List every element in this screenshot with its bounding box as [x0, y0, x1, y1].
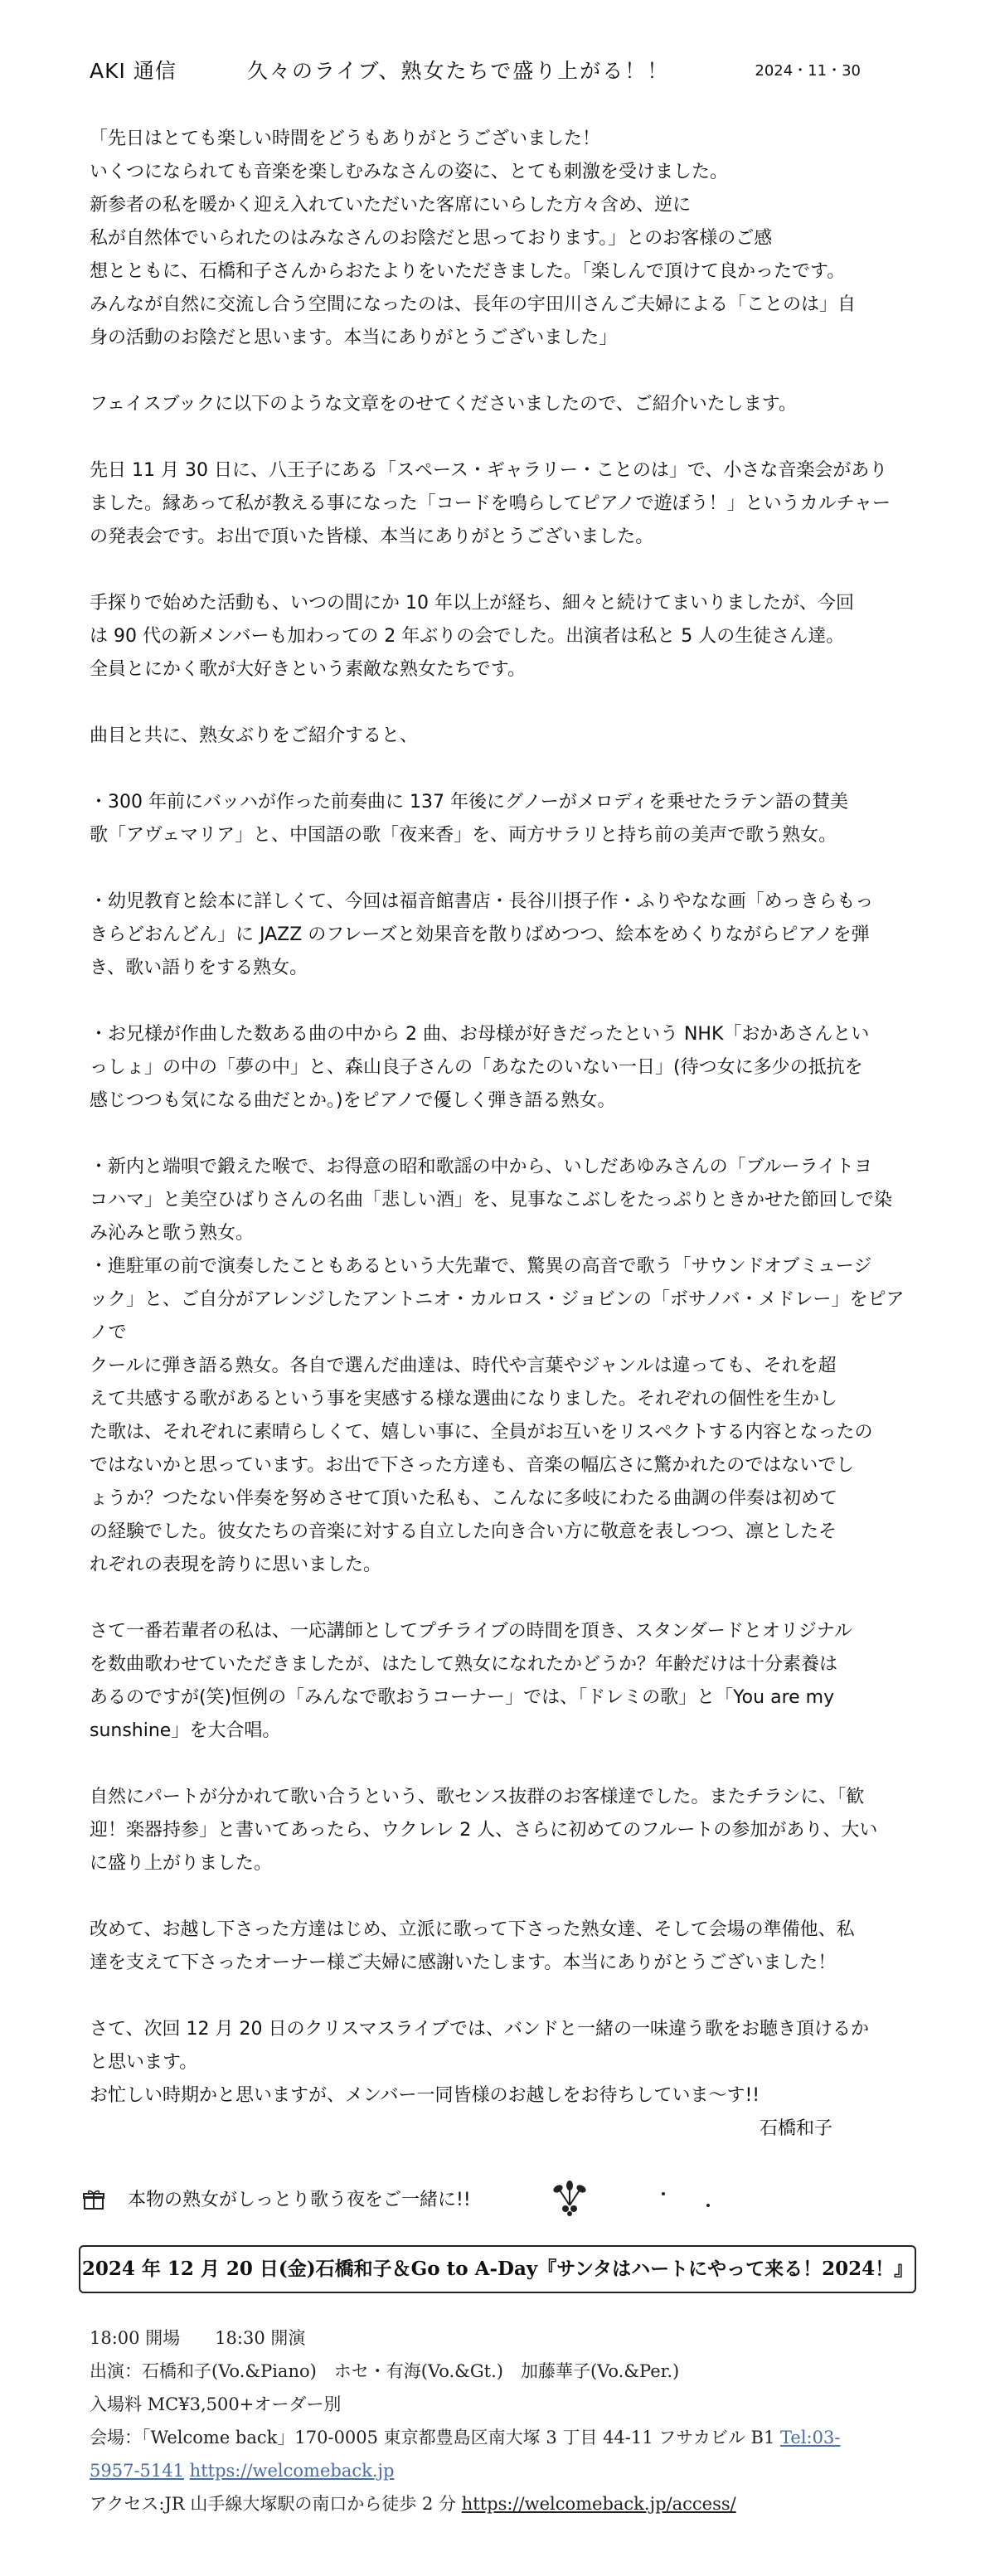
paragraph: ・お兄様が作曲した数ある曲の中から 2 曲、お母様が好きだったという NHK「おかあさんとい っしょ」の中の「夢の中」と、森山良子さんの「あなたのいない一日」(待つ女に多少の抵抗を 感じつつも気になる曲だとか。)をピアノで優しく弾き語る熟女。	[90, 1024, 870, 1111]
newsletter-name: AKI 通信	[90, 59, 177, 83]
event-venue	[90, 2421, 919, 2454]
flyer-tagline: 本物の熟女がしっとり歌う夜をご一緒に!!	[128, 2190, 471, 2210]
paragraph: 手探りで始めた活動も、いつの間にか 10 年以上が経ち、細々と続けてまいりましたが、今回 は 90 代の新メンバーも加わっての 2 年ぶりの会でした。出演者は私と 5 人の生徒さん達。 全員とにかく歌が大好きという素敵な熟女たちです。	[90, 593, 854, 680]
paragraph: ・幼児教育と絵本に詳しくて、今回は福音館書店・長谷川摂子作・ふりやなな画「めっきらもっ きらどおんどん」に JAZZ のフレーズと効果音を散りばめつつ、絵本をめくりながらピアノを弾 き、歌い語りをする熟女。	[90, 891, 874, 978]
signature: 石橋和子	[759, 2118, 832, 2139]
tel-link-cont[interactable]: 5957-5141	[90, 2461, 184, 2481]
website-link[interactable]: https://welcomeback.jp	[189, 2461, 395, 2481]
page-title: 久々のライブ、熟女たちで盛り上がる！！	[247, 59, 670, 83]
event-info	[90, 2321, 919, 2520]
event-banner: 2024 年 12 月 20 日(金)石橋和子＆Go to A-Day『サンタはハートにやって来る！2024！』	[79, 2245, 916, 2293]
issue-date: 2024・11・30	[755, 62, 861, 80]
gift-icon	[83, 2189, 104, 2210]
decor-dot	[706, 2204, 710, 2207]
event-fee: 入場料 MC¥3,500+オーダー別	[90, 2394, 342, 2414]
holly-icon	[547, 2181, 592, 2217]
paragraph: 自然にパートが分かれて歌い合うという、歌センス抜群のお客様達でした。またチラシに、「歓 迎！楽器持参」と書いてあったら、ウクレレ 2 人、さらに初めてのフルートの参加があり、大い に盛り上がりました。	[90, 1787, 878, 1874]
flyer-tagline-row	[83, 2185, 896, 2215]
paragraph: さて一番若輩者の私は、一応講師としてプチライブの時間を頂き、スタンダードとオリジナル を数曲歌わせていただきましたが、はたして熟女になれたかどうか？年齢だけは十分素養は あるのですが(笑)恒例の「みんなで歌おうコーナー」では、「ドレミの歌」と「You are my sunshine」を大合唱。	[90, 1621, 852, 1741]
header	[90, 55, 861, 88]
paragraph: 曲目と共に、熟女ぶりをご紹介すると、	[90, 725, 419, 746]
decor-dot	[662, 2192, 665, 2195]
event-performers: 出演：石橋和子(Vo.&Piano) ホセ・有海(Vo.&Gt.) 加藤華子(Vo.&Per.)	[90, 2361, 680, 2381]
paragraph: さて、次回 12 月 20 日のクリスマスライブでは、バンドと一緒の一味違う歌をお聴き頂けるか と思います。 お忙しい時期かと思いますが、メンバー一同皆様のお越しをお待ちしていま～す!!	[90, 2019, 869, 2106]
paragraph: 先日 11 月 30 日に、八王子にある「スペース・ギャラリー・ことのは」で、小さな音楽会があり ました。縁あって私が教える事になった「コードを鳴らしてピアノで遊ぼう！」というカルチャー の発表会です。お出で頂いた皆様、本当にありがとうございました。	[90, 460, 891, 547]
paragraph: 「先日はとても楽しい時間をどうもありがとうございました！ いくつになられても音楽を楽しむみなさんの姿に、とても刺激を受けました。 新参者の私を暖かく迎え入れていただいた客席にいらした方々含め、逆に 私が自然体でいられたのはみなさんのお陰だと思っております。」とのお客様のご感 想とともに、石橋和子さんからおたよりをいただきました。「楽しんで頂けて良かったです。 みんなが自然に交流し合う空間になったのは、長年の宇田川さんご夫婦による「ことのは」自 身の活動のお陰だと思います。本当にありがとうございました」	[90, 129, 857, 348]
paragraph: 改めて、お越し下さった方達はじめ、立派に歌って下さった熟女達、そして会場の準備他、私 達を支えて下さったオーナー様ご夫婦に感謝いたします。本当にありがとうございました！	[90, 1919, 855, 1973]
event-times: 18:00 開場 18:30 開演	[90, 2328, 306, 2348]
tel-link[interactable]: Tel:03-	[780, 2428, 841, 2447]
access-text: アクセス:JR 山手線大塚駅の南口から徒歩 2 分	[90, 2494, 457, 2514]
access-link[interactable]: https://welcomeback.jp/access/	[461, 2494, 736, 2514]
paragraph: ・300 年前にバッハが作った前奏曲に 137 年後にグノーがメロディを乗せたラテン語の賛美 歌「アヴェマリア」と、中国語の歌「夜来香」を、両方サラリと持ち前の美声で歌う熟女。	[90, 792, 849, 846]
event-access	[90, 2487, 919, 2520]
venue-address: 会場：「Welcome back」170-0005 東京都豊島区南大塚 3 丁目 44-11 フサカビル B1	[90, 2428, 775, 2447]
paragraph: ・新内と端唄で鍛えた喉で、お得意の昭和歌謡の中から、いしだあゆみさんの「ブルーライトヨ コハマ」と美空ひばりさんの名曲「悲しい酒」を、見事なこぶしをたっぷりときかせた節回しで染 み沁みと歌う熟女。 ・進駐軍の前で演奏したこともあるという大先輩で、驚異の高音で歌う「サウンドオブミュージ ック」と、ご自分がアレンジしたアントニオ・カルロス・ジョビンの「ボサノバ・メドレー」をピアノで クールに弾き語る熟女。各自で選んだ曲達は、時代や言葉やジャンルは違っても、それを超 えて共感する歌があるという事を実感する様な選曲になりました。それぞれの個性を生かし た歌は、それぞれに素晴らしくて、嬉しい事に、全員がお互いをリスペクトする内容となったの ではないかと思っています。お出で下さった方達も、音楽の幅広さに驚かれたのではないでし ょうか？つたない伴奏を努めさせて頂いた私も、こんなに多岐にわたる曲調の伴奏は初めて の経験でした。彼女たちの音楽に対する自立した向き合い方に敬意を表しつつ、凛としたそ れぞれの表現を誇りに思いました。	[90, 1157, 905, 1575]
article-body	[90, 123, 910, 2179]
event-venue-cont	[90, 2454, 919, 2487]
paragraph: フェイスブックに以下のような文章をのせてくださいましたので、ご紹介いたします。	[90, 394, 797, 415]
